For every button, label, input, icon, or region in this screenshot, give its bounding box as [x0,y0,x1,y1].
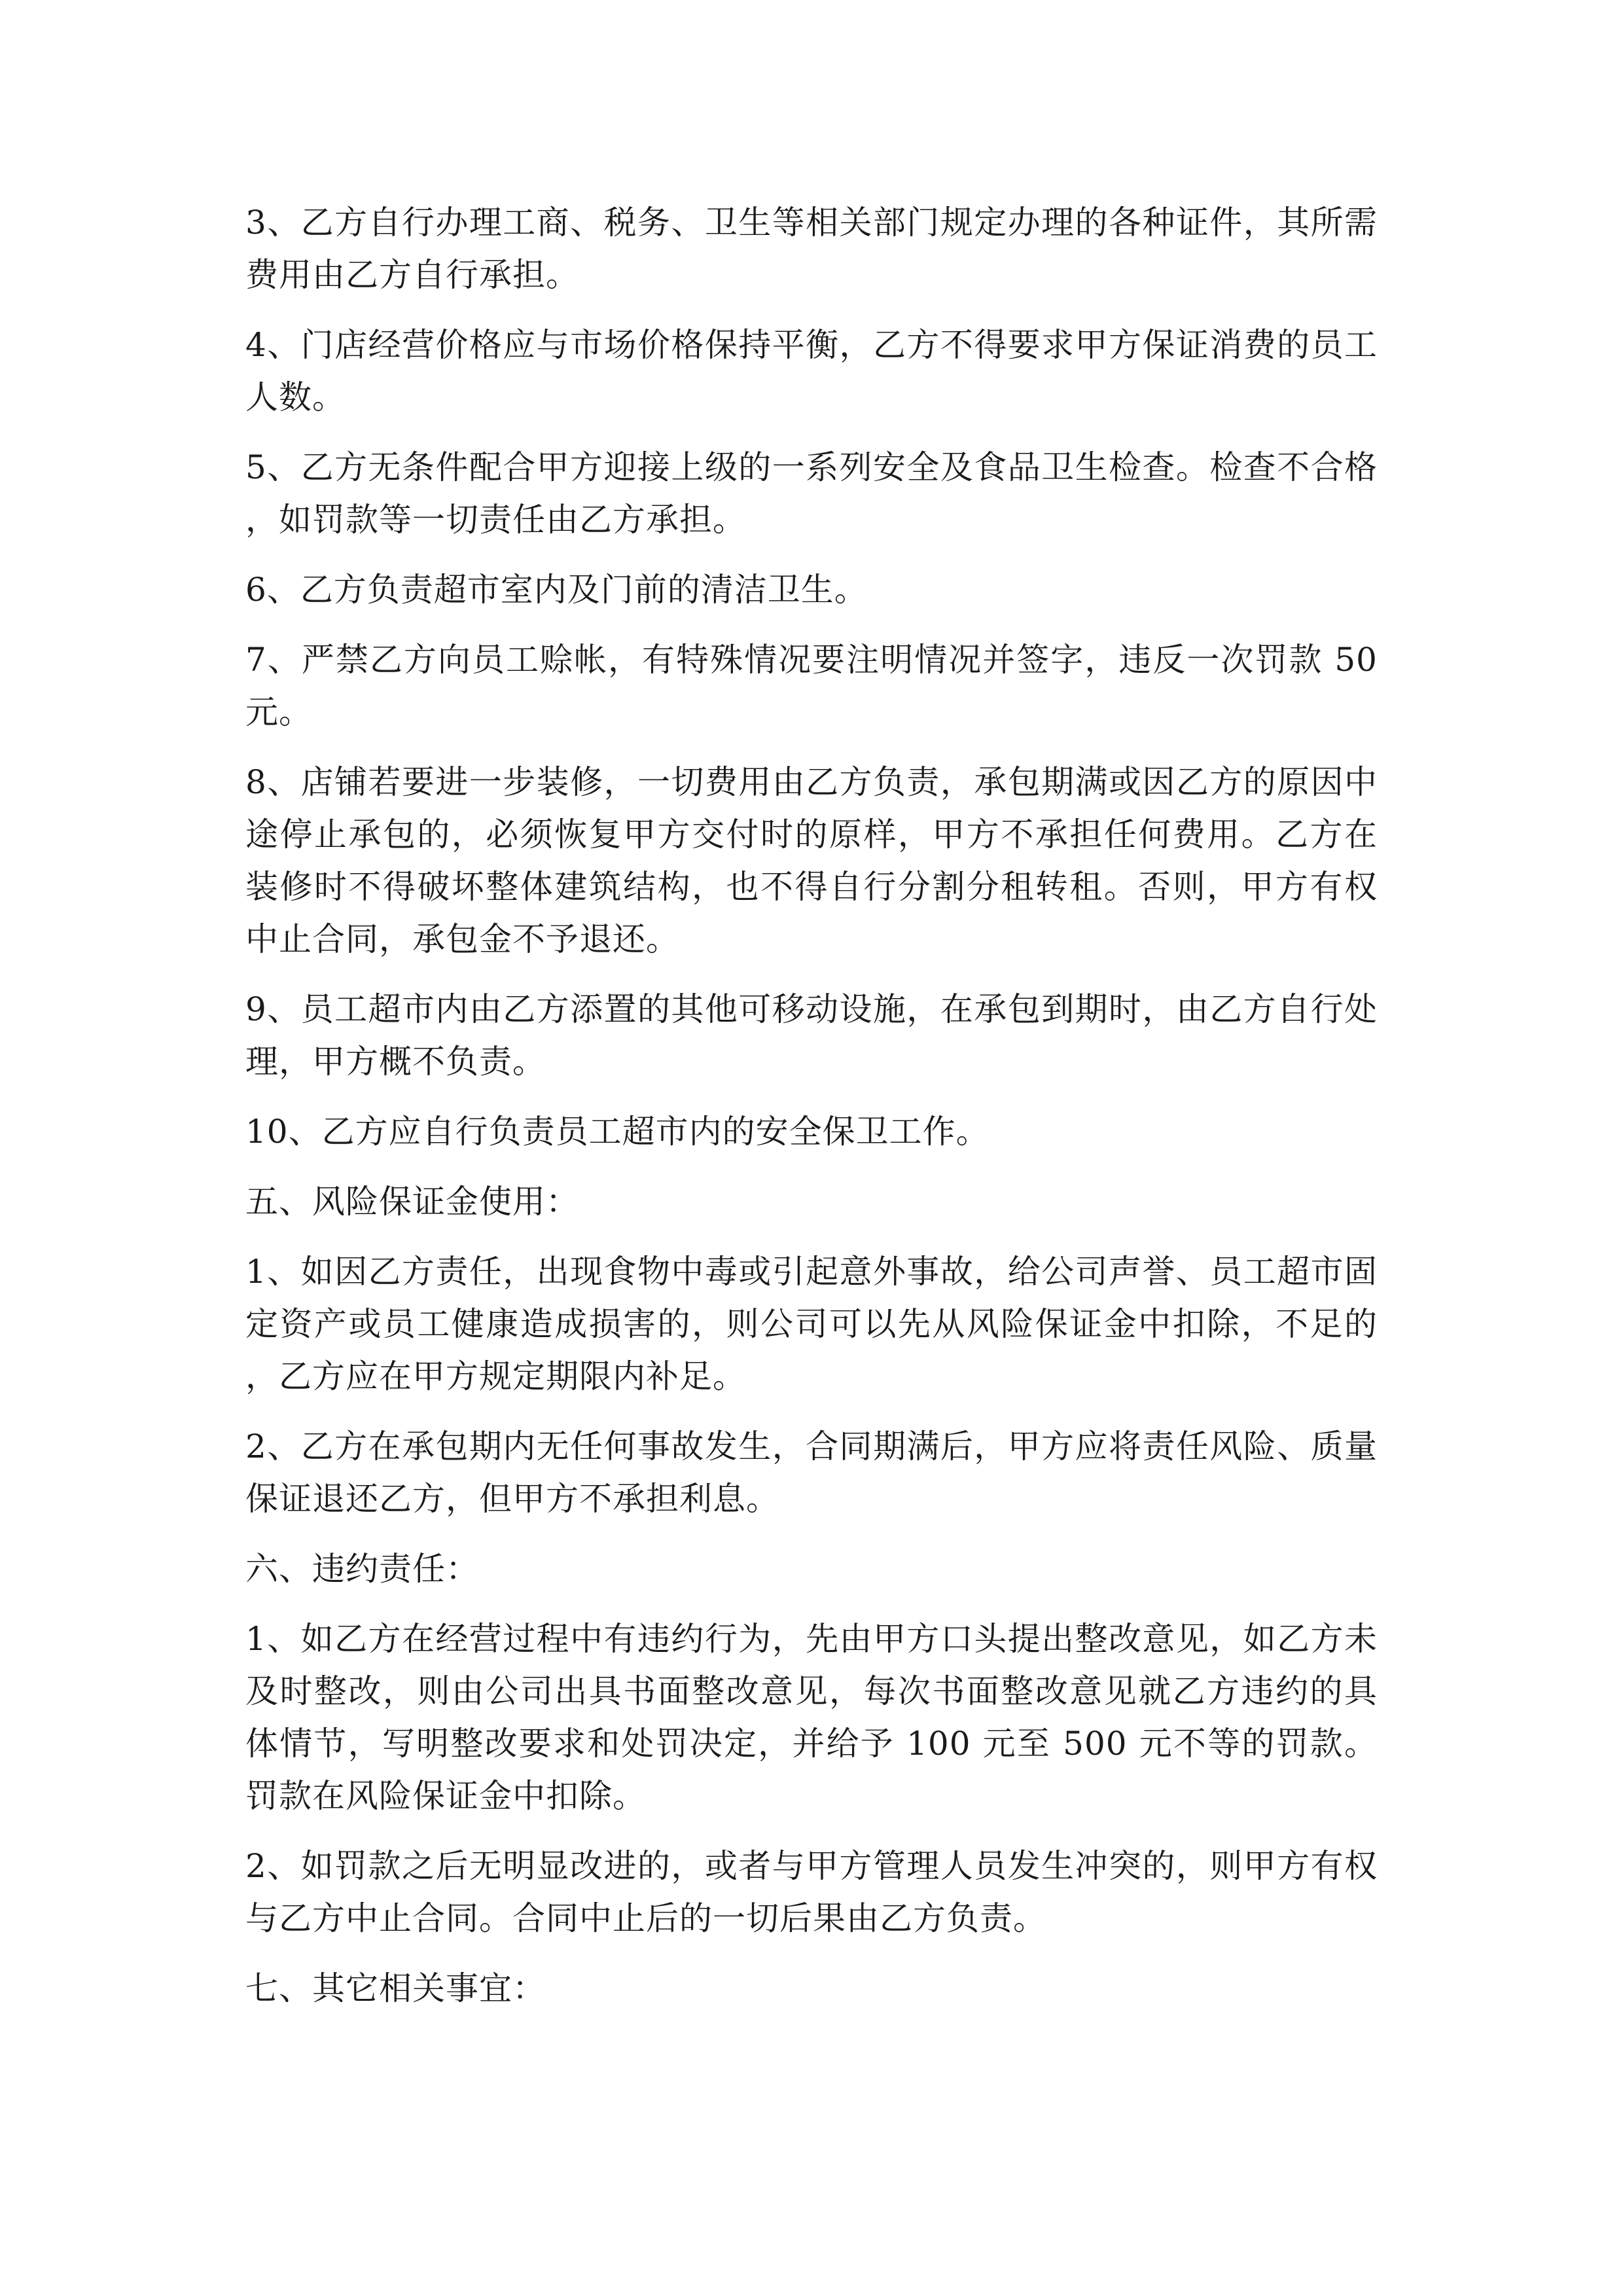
clause-3-licenses: 3、乙方自行办理工商、税务、卫生等相关部门规定办理的各种证件，其所需费用由乙方自行承担。 [245,204,1378,294]
section-heading-deposit: 五、风险保证金使用： [245,1183,579,1221]
deposit-clause-1: 1、如因乙方责任，出现食物中毒或引起意外事故，给公司声誉、员工超市固定资产或员工健康造成损害的，则公司可以先从风险保证金中扣除，不足的，乙方应在甲方规定期限内补足。 [245,1253,1378,1395]
deposit-clause-2: 2、乙方在承包期内无任何事故发生，合同期满后，甲方应将责任风险、质量保证退还乙方，但甲方不承担利息。 [245,1427,1378,1518]
section-heading-other: 七、其它相关事宜： [245,1969,546,2007]
clause-4-pricing: 4、门店经营价格应与市场价格保持平衡，乙方不得要求甲方保证消费的员工人数。 [245,326,1378,416]
clause-9-facilities: 9、员工超市内由乙方添置的其他可移动设施，在承包到期时，由乙方自行处理，甲方概不负责。 [245,990,1378,1081]
document-body [245,196,1378,2032]
breach-clause-2: 2、如罚款之后无明显改进的，或者与甲方管理人员发生冲突的，则甲方有权与乙方中止合同。合同中止后的一切后果由乙方负责。 [245,1847,1378,1937]
clause-6-cleaning: 6、乙方负责超市室内及门前的清洁卫生。 [245,571,868,609]
clause-5-inspection: 5、乙方无条件配合甲方迎接上级的一系列安全及食品卫生检查。检查不合格，如罚款等一切责任由乙方承担。 [245,448,1378,539]
clause-7-credit: 7、严禁乙方向员工赊帐，有特殊情况要注明情况并签字，违反一次罚款 50 元。 [245,641,1378,731]
clause-10-security: 10、乙方应自行负责员工超市内的安全保卫工作。 [245,1113,990,1151]
breach-clause-1: 1、如乙方在经营过程中有违约行为，先由甲方口头提出整改意见，如乙方未及时整改，则由公司出具书面整改意见，每次书面整改意见就乙方违约的具体情节，写明整改要求和处罚决定，并给予 100 元至 500 元不等的罚款。罚款在风险保证金中扣除。 [245,1620,1378,1815]
section-heading-breach: 六、违约责任： [245,1550,479,1588]
clause-8-renovation: 8、店铺若要进一步装修，一切费用由乙方负责，承包期满或因乙方的原因中途停止承包的，必须恢复甲方交付时的原样，甲方不承担任何费用。乙方在装修时不得破坏整体建筑结构，也不得自行分割分租转租。否则，甲方有权中止合同，承包金不予退还。 [245,763,1378,958]
